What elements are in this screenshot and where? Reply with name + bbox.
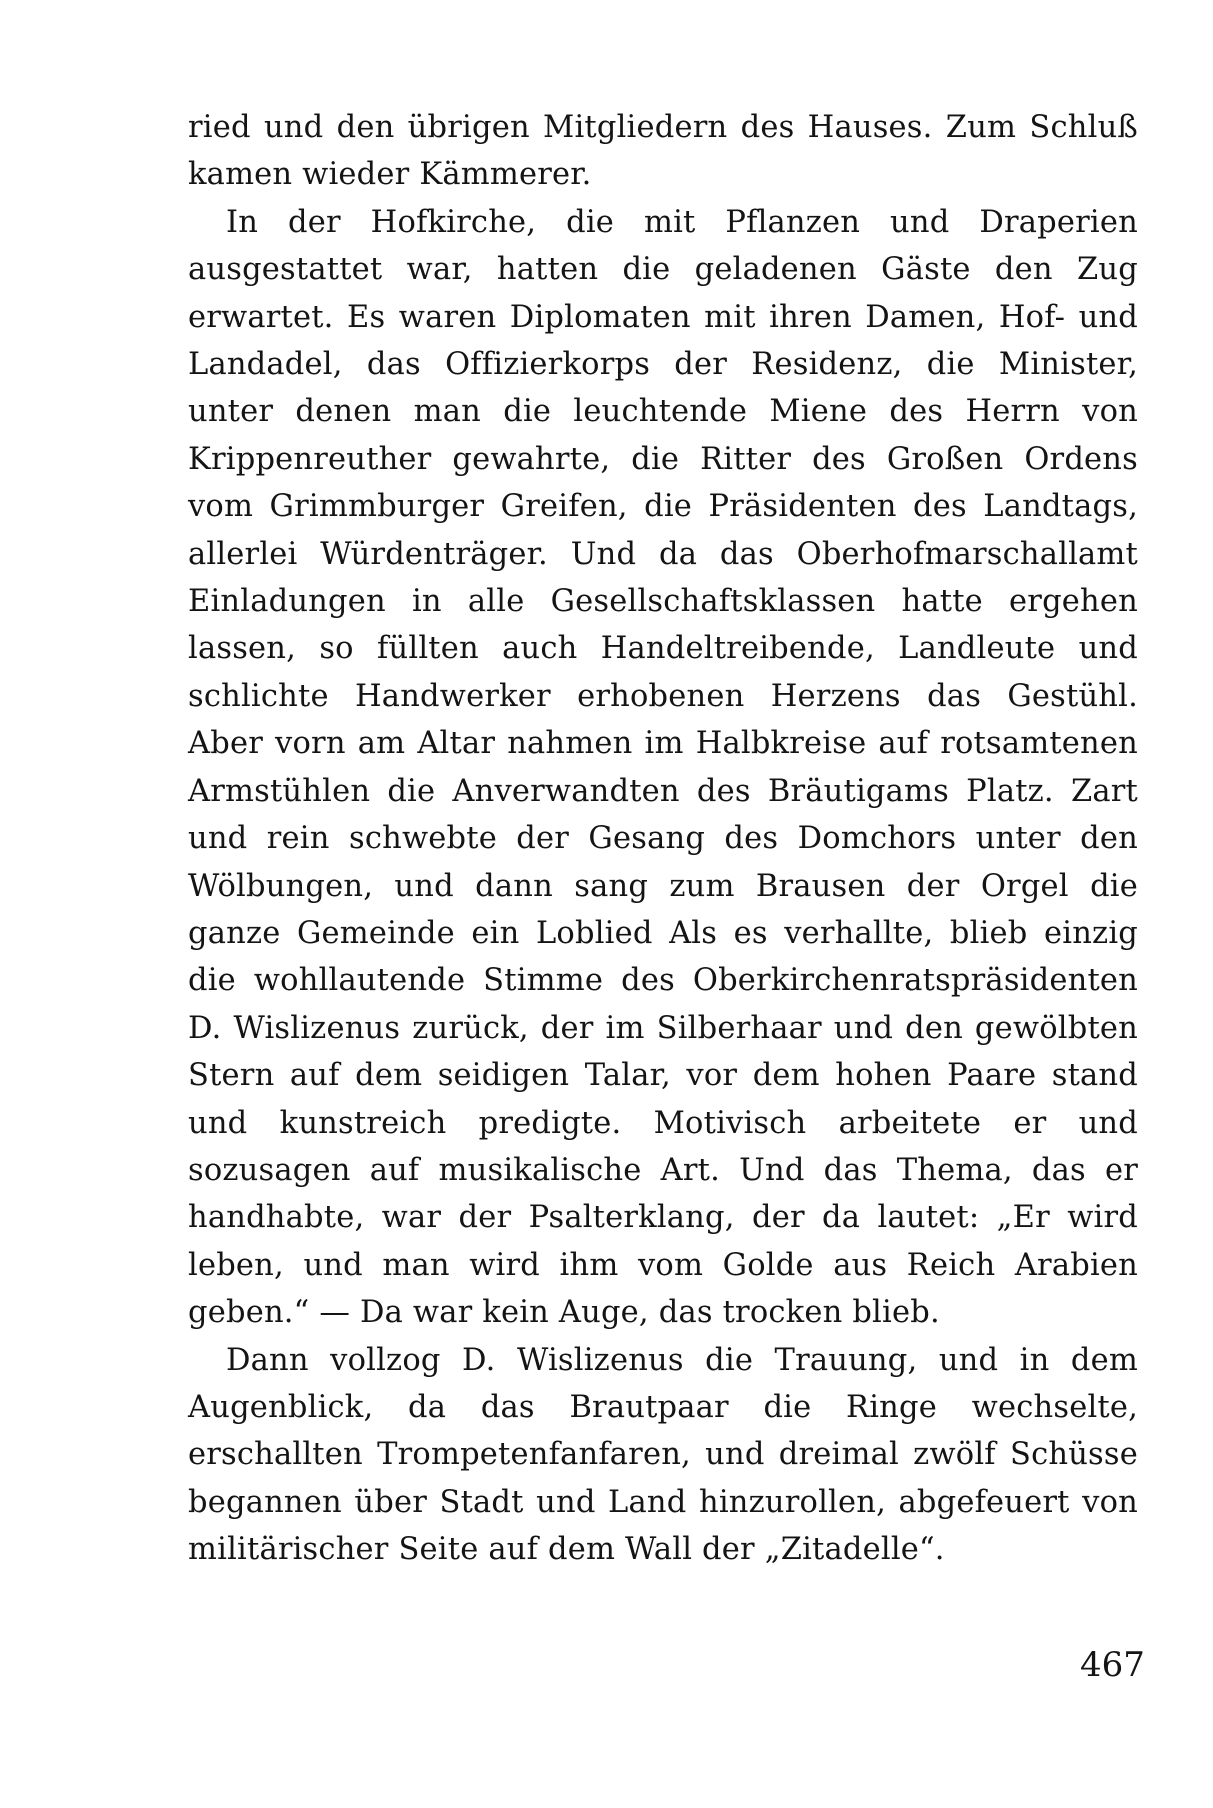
paragraph-continuation: ried und den übrigen Mitgliedern des Hauses. Zum Schluß kamen wieder Kämmerer.	[188, 110, 1138, 193]
page-number: 467	[1080, 1645, 1145, 1685]
page-body	[188, 104, 1138, 1574]
paragraph-hofkirche: In der Hofkirche, die mit Pflanzen und Draperien ausgestattet war, hatten die geladenen Gäste den Zug erwartet. Es waren Diplomaten mit ihren Damen, Hof- und Landadel, das Offizierkorps der Residenz, die Minister, unter denen man die leuchtende Miene des Herrn von Krippenreuther gewahrte, die Ritter des Großen Ordens vom Grimmburger Greifen, die Präsidenten des Landtags, allerlei Würdenträger. Und da das Oberhofmarschallamt Einladungen in alle Gesellschaftsklassen hatte ergehen lassen, so füllten auch Handeltreibende, Landleute und schlichte Handwerker erhobenen Herzens das Gestühl. Aber vorn am Altar nahmen im Halbkreise auf rotsamtenen Armstühlen die Anverwandten des Bräutigams Platz. Zart und rein schwebte der Gesang des Domchors unter den Wölbungen, und dann sang zum Brausen der Orgel die ganze Gemeinde ein Loblied Als es verhallte, blieb einzig die wohllautende Stimme des Oberkirchenratspräsidenten D. Wislizenus zurück, der im Silberhaar und den gewölbten Stern auf dem seidigen Talar, vor dem hohen Paare stand und kunstreich predigte. Motivisch arbeitete er und sozusagen auf musikalische Art. Und das Thema, das er handhabte, war der Psalterklang, der da lautet: „Er wird leben, und man wird ihm vom Golde aus Reich Arabien geben.“ — Da war kein Auge, das trocken blieb.	[188, 204, 1138, 1331]
paragraph-trauung: Dann vollzog D. Wislizenus die Trauung, und in dem Augenblick, da das Brautpaar die Ringe wechselte, erschallten Trompetenfanfaren, und dreimal zwölf Schüsse begannen über Stadt und Land hinzurollen, abgefeuert von militärischer Seite auf dem Wall der „Zitadelle“.	[188, 1342, 1138, 1568]
